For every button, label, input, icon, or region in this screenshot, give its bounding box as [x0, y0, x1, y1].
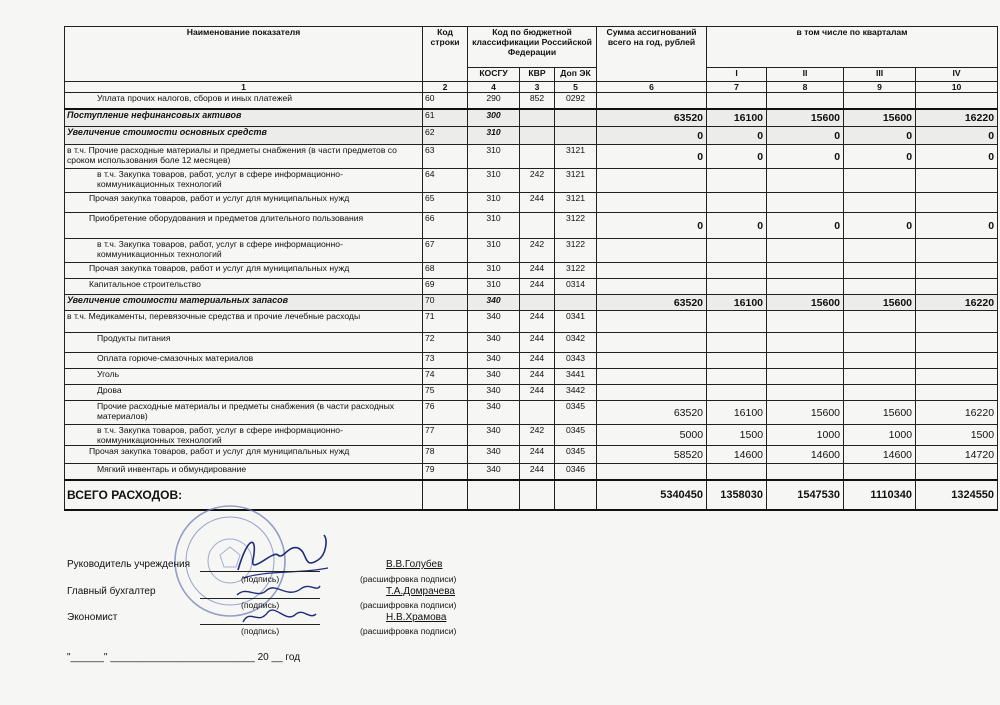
row-sum	[597, 385, 707, 401]
row-q3	[844, 193, 916, 213]
row-dopek: 0292	[555, 93, 597, 109]
row-q2: 15600	[767, 109, 844, 127]
row-kvr: 244	[520, 369, 555, 385]
row-dopek	[555, 127, 597, 145]
row-name: Прочие расходные материалы и предметы снабжения (в части расходных материалов)	[65, 401, 423, 425]
table-row	[65, 385, 998, 401]
row-q4: 14720	[916, 446, 998, 464]
header-name: Наименование показателя	[65, 27, 423, 82]
row-q4	[916, 333, 998, 353]
row-q3	[844, 263, 916, 279]
row-code: 67	[423, 239, 468, 263]
row-q2	[767, 193, 844, 213]
row-name: Приобретение оборудования и предметов длительного пользования	[65, 213, 423, 239]
row-name: в т.ч. Закупка товаров, работ, услуг в сфере информационно-коммуникационных технологий	[65, 425, 423, 446]
row-q4	[916, 239, 998, 263]
row-q3	[844, 311, 916, 333]
table-row	[65, 279, 998, 295]
row-sum: 58520	[597, 446, 707, 464]
row-kosgu: 310	[468, 127, 520, 145]
row-q2: 14600	[767, 446, 844, 464]
head-name: В.В.Голубев	[386, 559, 443, 570]
total-label: ВСЕГО РАСХОДОВ:	[65, 480, 423, 510]
row-name: Капитальное строительство	[65, 279, 423, 295]
row-q3	[844, 464, 916, 480]
table-row	[65, 333, 998, 353]
row-q4: 0	[916, 213, 998, 239]
row-name: Оплата горюче-смазочных материалов	[65, 353, 423, 369]
row-q4	[916, 369, 998, 385]
row-q4	[916, 279, 998, 295]
row-q2: 0	[767, 213, 844, 239]
row-sum	[597, 169, 707, 193]
row-q4	[916, 353, 998, 369]
row-q3	[844, 369, 916, 385]
table-row	[65, 446, 998, 464]
row-q4	[916, 93, 998, 109]
row-q1	[707, 353, 767, 369]
row-code: 64	[423, 169, 468, 193]
row-kosgu: 340	[468, 401, 520, 425]
accountant-role: Главный бухгалтер	[67, 586, 156, 597]
economist-sign-line	[200, 624, 320, 625]
row-q2: 0	[767, 145, 844, 169]
row-name: Дрова	[65, 385, 423, 401]
row-kosgu: 340	[468, 385, 520, 401]
row-kosgu: 340	[468, 425, 520, 446]
row-kosgu: 310	[468, 169, 520, 193]
row-q1: 16100	[707, 295, 767, 311]
table-row	[65, 311, 998, 333]
index-cell: 5	[555, 82, 597, 93]
economist-name: Н.В.Храмова	[386, 612, 447, 623]
row-kosgu: 310	[468, 263, 520, 279]
row-name: Прочая закупка товаров, работ и услуг для муниципальных нужд	[65, 446, 423, 464]
row-name: в т.ч. Прочие расходные материалы и предметы снабжения (в части предметов со сроком использования боле 12 месяцев)	[65, 145, 423, 169]
row-name: Увеличение стоимости материальных запасов	[65, 295, 423, 311]
row-q3	[844, 93, 916, 109]
economist-decode-caption: (расшифровка подписи)	[360, 626, 457, 636]
row-q3: 1000	[844, 425, 916, 446]
row-kvr: 244	[520, 279, 555, 295]
row-name: Поступление нефинансовых активов	[65, 109, 423, 127]
row-dopek: 0341	[555, 311, 597, 333]
header-dopek: Доп ЭК	[555, 68, 597, 82]
row-sum: 5000	[597, 425, 707, 446]
row-q3: 15600	[844, 295, 916, 311]
header-quarters: в том числе по кварталам	[707, 27, 998, 68]
row-name: Прочая закупка товаров, работ и услуг для муниципальных нужд	[65, 193, 423, 213]
row-q2: 15600	[767, 401, 844, 425]
row-q2	[767, 263, 844, 279]
header-code: Код строки	[423, 27, 468, 82]
row-sum	[597, 369, 707, 385]
row-sum	[597, 239, 707, 263]
row-q2	[767, 333, 844, 353]
table-row	[65, 127, 998, 145]
table-row	[65, 213, 998, 239]
table-row	[65, 239, 998, 263]
row-q1: 16100	[707, 401, 767, 425]
row-q4	[916, 263, 998, 279]
row-code: 62	[423, 127, 468, 145]
row-kvr: 244	[520, 385, 555, 401]
row-q4: 0	[916, 127, 998, 145]
header-q4: IV	[916, 68, 998, 82]
row-dopek: 3441	[555, 369, 597, 385]
row-dopek: 0346	[555, 464, 597, 480]
header-bk: Код по бюджетной классификации Российской Федерации	[468, 27, 597, 68]
total-q1: 1358030	[707, 480, 767, 510]
row-q2	[767, 311, 844, 333]
row-dopek: 3122	[555, 263, 597, 279]
row-q3: 0	[844, 213, 916, 239]
row-kvr	[520, 145, 555, 169]
row-q2	[767, 464, 844, 480]
row-q4: 16220	[916, 401, 998, 425]
row-name: Мягкий инвентарь и обмундирование	[65, 464, 423, 480]
row-kvr	[520, 213, 555, 239]
row-q4: 1500	[916, 425, 998, 446]
table-row	[65, 193, 998, 213]
row-code: 76	[423, 401, 468, 425]
row-code: 69	[423, 279, 468, 295]
row-sum: 0	[597, 145, 707, 169]
row-dopek	[555, 109, 597, 127]
row-kosgu: 290	[468, 93, 520, 109]
table-row	[65, 369, 998, 385]
row-code: 65	[423, 193, 468, 213]
index-cell: 4	[468, 82, 520, 93]
index-cell: 9	[844, 82, 916, 93]
table-row	[65, 464, 998, 480]
row-dopek: 3122	[555, 213, 597, 239]
row-dopek	[555, 295, 597, 311]
row-kvr	[520, 401, 555, 425]
row-kosgu: 340	[468, 353, 520, 369]
accountant-decode-caption: (расшифровка подписи)	[360, 600, 457, 610]
total-q4: 1324550	[916, 480, 998, 510]
table-row	[65, 263, 998, 279]
row-q1	[707, 169, 767, 193]
table-row	[65, 353, 998, 369]
row-q3: 14600	[844, 446, 916, 464]
row-name: Увеличение стоимости основных средств	[65, 127, 423, 145]
row-kvr: 244	[520, 193, 555, 213]
row-q3	[844, 385, 916, 401]
row-sum: 0	[597, 127, 707, 145]
row-sum	[597, 263, 707, 279]
header-q3: III	[844, 68, 916, 82]
table-row	[65, 109, 998, 127]
row-kosgu: 300	[468, 109, 520, 127]
row-q2	[767, 239, 844, 263]
accountant-name: Т.А.Домрачева	[386, 586, 455, 597]
row-q1	[707, 464, 767, 480]
row-dopek: 3122	[555, 239, 597, 263]
row-kosgu: 310	[468, 145, 520, 169]
row-code: 78	[423, 446, 468, 464]
index-cell: 1	[65, 82, 423, 93]
row-q1: 0	[707, 127, 767, 145]
row-kvr: 244	[520, 333, 555, 353]
row-kvr: 242	[520, 169, 555, 193]
row-kvr	[520, 109, 555, 127]
row-q1: 14600	[707, 446, 767, 464]
header-kvr: КВР	[520, 68, 555, 82]
row-q4: 0	[916, 145, 998, 169]
row-sum	[597, 464, 707, 480]
row-q1	[707, 385, 767, 401]
row-sum	[597, 93, 707, 109]
row-q3: 0	[844, 127, 916, 145]
row-q2	[767, 353, 844, 369]
row-dopek: 3121	[555, 145, 597, 169]
row-kvr: 244	[520, 464, 555, 480]
row-q3	[844, 279, 916, 295]
row-kvr: 244	[520, 311, 555, 333]
row-dopek: 3121	[555, 169, 597, 193]
row-kosgu: 310	[468, 193, 520, 213]
row-q2	[767, 169, 844, 193]
row-name: Продукты питания	[65, 333, 423, 353]
table-row	[65, 425, 998, 446]
row-name: Уплата прочих налогов, сборов и иных платежей	[65, 93, 423, 109]
row-q4: 16220	[916, 109, 998, 127]
row-q3	[844, 333, 916, 353]
row-kosgu: 310	[468, 213, 520, 239]
row-dopek: 0345	[555, 446, 597, 464]
row-code: 79	[423, 464, 468, 480]
row-q4	[916, 464, 998, 480]
total-q2: 1547530	[767, 480, 844, 510]
row-sum: 63520	[597, 295, 707, 311]
row-code: 68	[423, 263, 468, 279]
row-kvr	[520, 127, 555, 145]
row-q4	[916, 311, 998, 333]
row-q1: 0	[707, 145, 767, 169]
row-dopek: 3121	[555, 193, 597, 213]
index-cell: 3	[520, 82, 555, 93]
row-code: 66	[423, 213, 468, 239]
row-q1	[707, 193, 767, 213]
row-kosgu: 310	[468, 239, 520, 263]
row-code: 77	[423, 425, 468, 446]
header-kosgu: КОСГУ	[468, 68, 520, 82]
row-code: 73	[423, 353, 468, 369]
row-code: 72	[423, 333, 468, 353]
index-cell: 2	[423, 82, 468, 93]
row-kvr: 244	[520, 353, 555, 369]
table-row	[65, 93, 998, 109]
row-kvr: 244	[520, 263, 555, 279]
row-q2	[767, 93, 844, 109]
header-sum: Сумма ассигнований всего на год, рублей	[597, 27, 707, 82]
row-name: Прочая закупка товаров, работ и услуг для муниципальных нужд	[65, 263, 423, 279]
row-sum: 63520	[597, 109, 707, 127]
index-cell: 10	[916, 82, 998, 93]
row-q1	[707, 333, 767, 353]
head-role: Руководитель учреждения	[67, 559, 191, 570]
row-name: Уголь	[65, 369, 423, 385]
row-code: 70	[423, 295, 468, 311]
head-sign-line	[200, 571, 320, 572]
total-sum: 5340450	[597, 480, 707, 510]
row-dopek: 0314	[555, 279, 597, 295]
row-q4	[916, 385, 998, 401]
row-code: 60	[423, 93, 468, 109]
header-q2: II	[767, 68, 844, 82]
row-q2: 15600	[767, 295, 844, 311]
row-kvr: 242	[520, 239, 555, 263]
row-name: в т.ч. Медикаменты, перевязочные средства и прочие лечебные расходы	[65, 311, 423, 333]
row-q3	[844, 169, 916, 193]
row-q1	[707, 279, 767, 295]
row-kvr: 242	[520, 425, 555, 446]
row-kosgu: 340	[468, 295, 520, 311]
row-sum: 0	[597, 213, 707, 239]
row-q3: 0	[844, 145, 916, 169]
accountant-sign-line	[200, 598, 320, 599]
row-dopek: 0343	[555, 353, 597, 369]
row-code: 74	[423, 369, 468, 385]
index-cell: 8	[767, 82, 844, 93]
row-kvr: 852	[520, 93, 555, 109]
index-cell: 7	[707, 82, 767, 93]
row-q3	[844, 353, 916, 369]
row-dopek: 3442	[555, 385, 597, 401]
total-q3: 1110340	[844, 480, 916, 510]
row-code: 75	[423, 385, 468, 401]
row-q3: 15600	[844, 109, 916, 127]
row-q3	[844, 239, 916, 263]
table-row	[65, 401, 998, 425]
accountant-sign-caption: (подпись)	[241, 600, 280, 610]
row-q1	[707, 239, 767, 263]
row-kosgu: 340	[468, 333, 520, 353]
row-q4: 16220	[916, 295, 998, 311]
head-decode-caption: (расшифровка подписи)	[360, 574, 457, 584]
row-code: 71	[423, 311, 468, 333]
row-q1: 16100	[707, 109, 767, 127]
row-dopek: 0345	[555, 425, 597, 446]
row-q2: 1000	[767, 425, 844, 446]
date-line: "______" __________________________ 20 __ год	[67, 652, 301, 663]
row-sum	[597, 193, 707, 213]
row-code: 63	[423, 145, 468, 169]
table-row	[65, 169, 998, 193]
row-q2: 0	[767, 127, 844, 145]
row-kosgu: 340	[468, 464, 520, 480]
row-kvr: 244	[520, 446, 555, 464]
budget-table	[64, 26, 998, 511]
row-sum	[597, 353, 707, 369]
row-q1	[707, 311, 767, 333]
row-dopek: 0342	[555, 333, 597, 353]
row-dopek: 0345	[555, 401, 597, 425]
row-q4	[916, 193, 998, 213]
row-sum: 63520	[597, 401, 707, 425]
row-q1: 1500	[707, 425, 767, 446]
row-kvr	[520, 295, 555, 311]
row-kosgu: 340	[468, 369, 520, 385]
row-q2	[767, 279, 844, 295]
row-sum	[597, 279, 707, 295]
economist-role: Экономист	[67, 612, 118, 623]
row-q2	[767, 385, 844, 401]
row-sum	[597, 333, 707, 353]
row-q1	[707, 369, 767, 385]
row-sum	[597, 311, 707, 333]
row-kosgu: 340	[468, 446, 520, 464]
row-q1	[707, 263, 767, 279]
row-kosgu: 340	[468, 311, 520, 333]
row-q3: 15600	[844, 401, 916, 425]
row-kosgu: 310	[468, 279, 520, 295]
table-row	[65, 295, 998, 311]
header-q1: I	[707, 68, 767, 82]
row-name: в т.ч. Закупка товаров, работ, услуг в сфере информационно-коммуникационных технологий	[65, 239, 423, 263]
row-q2	[767, 369, 844, 385]
row-q4	[916, 169, 998, 193]
row-code: 61	[423, 109, 468, 127]
row-q1	[707, 93, 767, 109]
table-row	[65, 145, 998, 169]
index-cell: 6	[597, 82, 707, 93]
head-sign-caption: (подпись)	[241, 574, 280, 584]
row-q1: 0	[707, 213, 767, 239]
row-name: в т.ч. Закупка товаров, работ, услуг в сфере информационно-коммуникационных технологий	[65, 169, 423, 193]
economist-sign-caption: (подпись)	[241, 626, 280, 636]
